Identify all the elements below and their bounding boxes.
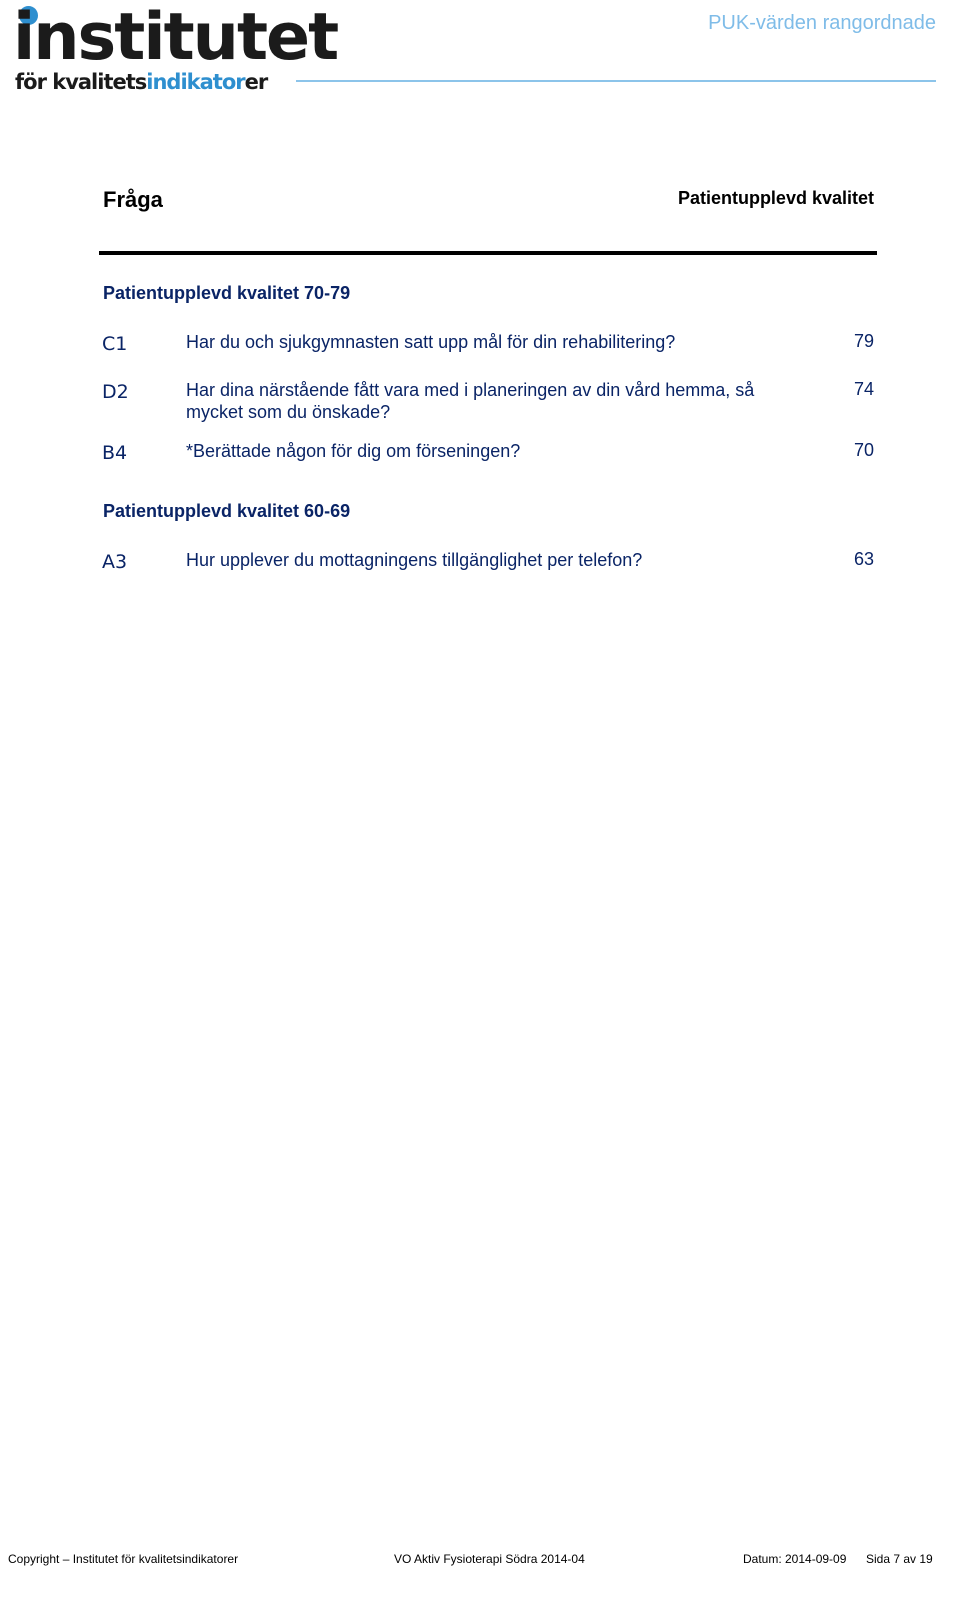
heading-divider (99, 251, 877, 255)
institutet-logo (12, 0, 338, 96)
question-text: Hur upplever du mottagningens tillgänglighet per telefon? (186, 550, 643, 570)
header-title: PUK-värden rangordnade (708, 12, 936, 34)
question-code: C1 (102, 333, 128, 355)
score-value: 63 (853, 549, 874, 569)
column-heading-score: Patientupplevd kvalitet (677, 188, 874, 208)
footer-unit: VO Aktiv Fysioterapi Södra 2014-04 (394, 1552, 585, 1566)
column-heading-question: Fråga (103, 187, 163, 212)
question-text: *Berättade någon för dig om förseningen? (186, 441, 521, 461)
footer-page-number: Sida 7 av 19 (866, 1552, 933, 1566)
logo-wordmark: institutet (13, 0, 338, 75)
question-code: B4 (102, 442, 128, 464)
footer-copyright: Copyright – Institutet för kvalitetsindikatorer (8, 1552, 239, 1566)
footer-date: Datum: 2014-09-09 (743, 1552, 847, 1566)
logo-tagline: för kvalitetsindikatorer (15, 70, 268, 94)
header-rule (296, 80, 936, 82)
score-value: 70 (853, 440, 874, 460)
question-code: A3 (102, 551, 128, 573)
question-code: D2 (102, 381, 129, 403)
group-heading: Patientupplevd kvalitet 60-69 (103, 501, 351, 521)
question-text: Har dina närstående fått vara med i planeringen av din vård hemma, så mycket som du önskade? (186, 380, 755, 422)
group-heading: Patientupplevd kvalitet 70-79 (103, 283, 351, 303)
score-value: 74 (853, 379, 874, 399)
question-text: Har du och sjukgymnasten satt upp mål för din rehabilitering? (186, 332, 676, 352)
score-value: 79 (853, 331, 874, 351)
